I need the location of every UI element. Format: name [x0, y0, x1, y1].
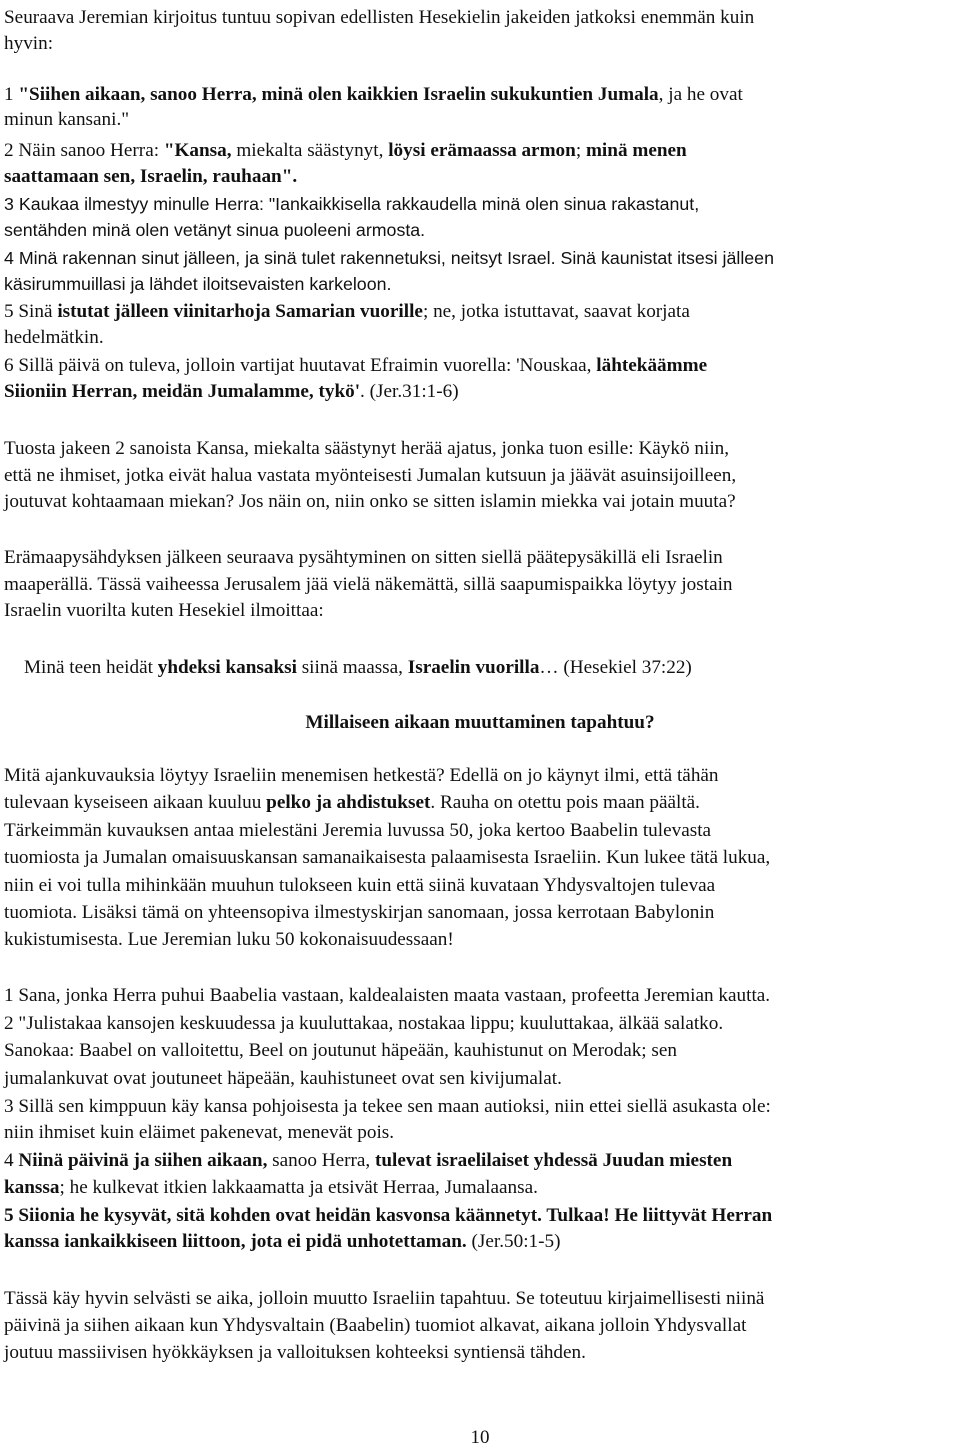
text-run: hyvin:	[4, 33, 54, 54]
text-run: 4	[4, 1150, 19, 1171]
bold-run: yhdeksi kansaksi	[157, 657, 297, 678]
bold-run: Siioniin Herran, meidän Jumalamme, tykö'	[4, 381, 361, 402]
text-run: sanoo Herra,	[267, 1150, 375, 1171]
text-run: miekalta säästynyt,	[231, 140, 389, 161]
text-run: Minä teen heidät	[24, 657, 158, 678]
text-line	[4, 900, 714, 926]
section-heading	[0, 710, 960, 736]
text-run: päivinä ja siihen aikaan kun Yhdysvaltain (Baabelin) tuomiot alkavat, aikana jolloin Yhdysvallat	[4, 1315, 747, 1336]
text-run: 6 Sillä päivä on tuleva, jolloin vartijat huutavat Efraimin vuorella: 'Nouskaa,	[4, 355, 597, 376]
text-line	[4, 31, 53, 57]
text-line	[4, 1038, 677, 1064]
text-run: ; he kulkevat itkien lakkaamatta ja etsivät Herraa, Jumalaansa.	[59, 1177, 538, 1198]
text-line	[24, 655, 692, 681]
bold-run: kanssa iankaikkiseen liittoon, jota ei pidä unhotettaman.	[4, 1231, 467, 1252]
text-run: ;	[575, 140, 586, 161]
text-run: … (Hesekiel 37:22)	[539, 657, 692, 678]
text-run: niin ei voi tulla mihinkään muuhun tulokseen kuin että siinä kuvataan Yhdysvaltojen tulevaa	[4, 875, 716, 896]
text-line	[4, 818, 711, 844]
text-run: Mitä ajankuvauksia löytyy Israeliin menemisen hetkestä? Edellä on jo käynyt ilmi, että tähän	[4, 765, 719, 786]
bold-run: pelko ja ahdistukset	[266, 792, 431, 813]
text-run: 2 Näin sanoo Herra:	[4, 140, 164, 161]
text-line	[4, 299, 690, 325]
text-line	[4, 1286, 764, 1312]
text-line	[4, 1148, 732, 1174]
text-line	[4, 1203, 772, 1229]
bold-run: Millaiseen aikaan muuttaminen tapahtuu?	[305, 712, 655, 733]
text-line	[4, 164, 297, 190]
text-run: tuomiosta ja Jumalan omaisuuskansan samanaikaisesta palaamisesta Israeliin. Kun lukee tätä lukua,	[4, 847, 771, 868]
text-run: kukistumisesta. Lue Jeremian luku 50 kokonaisuudessaan!	[4, 929, 454, 950]
bold-run: kanssa	[4, 1177, 60, 1198]
text-run: . (Jer.31:1-6)	[360, 381, 459, 402]
text-line	[4, 845, 770, 871]
text-line	[4, 1066, 562, 1092]
text-run: maaperällä. Tässä vaiheessa Jerusalem jää vielä näkemättä, sillä saapumispaikka löytyy jostain	[4, 574, 733, 595]
text-run: , ja he ovat	[658, 84, 743, 105]
bold-run: "Siihen aikaan, sanoo Herra, minä olen kaikkien Israelin sukukuntien Jumala	[18, 84, 659, 105]
text-line	[4, 245, 774, 271]
text-run: ; ne, jotka istuttavat, saavat korjata	[422, 301, 690, 322]
text-run: (Jer.50:1-5)	[466, 1231, 561, 1252]
text-line	[4, 489, 736, 515]
bold-run: 5 Siionia he kysyvät, sitä kohden ovat heidän kasvonsa käännetyt. Tulkaa! He liittyvät Herran	[4, 1205, 773, 1226]
text-line	[4, 1313, 746, 1339]
text-line	[4, 107, 129, 133]
text-line	[4, 1229, 561, 1255]
text-run: 2 "Julistakaa kansojen keskuudessa ja kuuluttakaa, nostakaa lippu; kuuluttakaa, älkää salatko.	[4, 1013, 724, 1034]
text-run: Sanokaa: Baabel on valloitettu, Beel on joutunut häpeään, kauhistunut on Merodak; sen	[4, 1040, 678, 1061]
text-run: joutuu massiivisen hyökkäyksen ja valloituksen kohteeksi syntiensä tähden.	[4, 1342, 586, 1363]
text-line	[4, 463, 736, 489]
text-line	[4, 82, 743, 108]
text-line	[4, 271, 391, 297]
text-run: joutuvat kohtaamaan miekan? Jos näin on, niin onko se sitten islamin miekka vai jotain muuta?	[4, 491, 736, 512]
text-run: jumalankuvat ovat joutuneet häpeään, kauhistuneet ovat sen kivijumalat.	[4, 1068, 562, 1089]
text-run: että ne ihmiset, jotka eivät halua vastata myönteisesti Jumalan kutsuun ja jäävät asuinsijoilleen,	[4, 465, 737, 486]
text-run: niin ihmiset kuin eläimet pakenevat, menevät pois.	[4, 1122, 395, 1143]
text-run: 1	[4, 84, 19, 105]
text-line	[4, 1011, 723, 1037]
text-run: Tärkeimmän kuvauksen antaa mielestäni Jeremia luvussa 50, joka kertoo Baabelin tulevasta	[4, 820, 712, 841]
text-line	[4, 1094, 771, 1120]
text-line	[4, 5, 754, 31]
text-line	[4, 572, 733, 598]
text-run: Seuraava Jeremian kirjoitus tuntuu sopivan edellisten Hesekielin jakeiden jatkoksi enemmän kuin	[4, 7, 755, 28]
text-run: Tuosta jakeen 2 sanoista Kansa, miekalta säästynyt herää ajatus, jonka tuon esille: Käykö niin,	[4, 438, 730, 459]
text-line	[4, 790, 700, 816]
text-run: Tässä käy hyvin selvästi se aika, jolloin muutto Israeliin tapahtuu. Se toteutuu kirjaimellisesti niinä	[4, 1288, 765, 1309]
text-line	[4, 436, 729, 462]
text-line	[4, 1340, 586, 1366]
text-line	[4, 983, 770, 1009]
text-line	[4, 217, 425, 243]
text-run: tuomiota. Lisäksi tämä on yhteensopiva ilmestyskirjan sanomaan, jossa kerrotaan Babylonin	[4, 902, 715, 923]
bold-run: minä menen	[585, 140, 687, 161]
text-run: tulevaan kyseiseen aikaan kuuluu	[4, 792, 267, 813]
text-line	[4, 927, 454, 953]
page-number: 10	[470, 1427, 490, 1448]
text-line	[4, 379, 459, 405]
bold-run: tulevat israelilaiset yhdessä Juudan miesten	[375, 1150, 733, 1171]
bold-run: "Kansa,	[163, 140, 232, 161]
text-line	[4, 763, 719, 789]
text-line	[4, 598, 324, 624]
text-run: sentähden minä olen vetänyt sinua puoleeni armosta.	[4, 220, 426, 240]
bold-run: lähtekäämme	[596, 355, 708, 376]
text-line	[4, 1120, 394, 1146]
text-run: 3 Sillä sen kimppuun käy kansa pohjoisesta ja tekee sen maan autioksi, niin ettei siellä asukasta ole:	[4, 1096, 771, 1117]
text-run: käsirummuillasi ja lähdet iloitsevaisten karkeloon.	[4, 274, 392, 294]
text-run: 1 Sana, jonka Herra puhui Baabelia vastaan, kaldealaisten maata vastaan, profeetta Jeremian kautta.	[4, 985, 771, 1006]
text-run: 4 Minä rakennan sinut jälleen, ja sinä tulet rakennetuksi, neitsyt Israel. Sinä kaunistat itsesi jälleen	[4, 248, 774, 268]
text-line	[4, 873, 715, 899]
bold-run: Israelin vuorilla	[407, 657, 540, 678]
text-run: Erämaapysähdyksen jälkeen seuraava pysähtyminen on sitten siellä päätepysäkillä eli Israelin	[4, 547, 723, 568]
text-line	[4, 1175, 538, 1201]
text-line	[4, 138, 687, 164]
text-line	[4, 545, 723, 571]
text-run: hedelmätkin.	[4, 327, 104, 348]
text-run: siinä maassa,	[296, 657, 408, 678]
text-run: 5 Sinä	[4, 301, 58, 322]
text-line	[4, 353, 707, 379]
text-run: minun kansani."	[4, 109, 130, 130]
text-line	[4, 191, 699, 217]
bold-run: löysi erämaassa armon	[388, 140, 576, 161]
bold-run: istutat jälleen viinitarhoja Samarian vuorille	[57, 301, 423, 322]
text-run: Israelin vuorilta kuten Hesekiel ilmoittaa:	[4, 600, 324, 621]
bold-run: saattamaan sen, Israelin, rauhaan".	[4, 166, 298, 187]
text-run: . Rauha on otettu pois maan päältä.	[430, 792, 700, 813]
text-run: 3 Kaukaa ilmestyy minulle Herra: "Iankaikkisella rakkaudella minä olen sinua rakastanut,	[4, 194, 700, 214]
bold-run: Niinä päivinä ja siihen aikaan,	[18, 1150, 268, 1171]
text-line	[4, 325, 104, 351]
